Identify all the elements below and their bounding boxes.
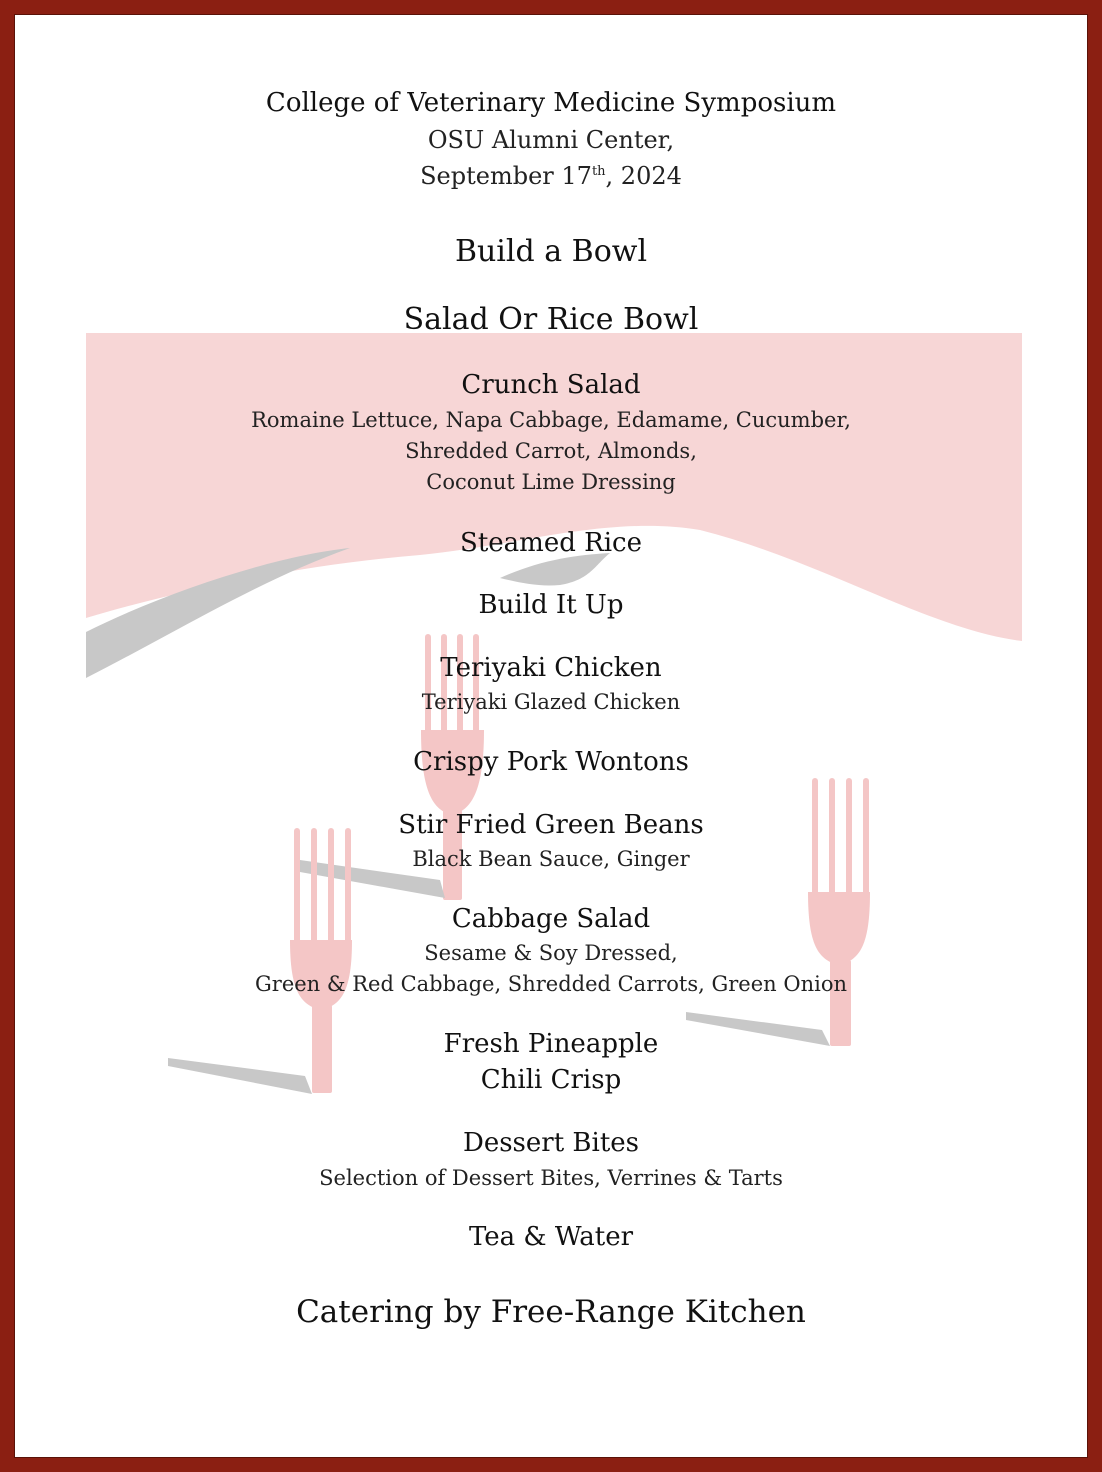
dessert-name: Dessert Bites (462, 1128, 640, 1158)
teriyaki-desc: Teriyaki Glazed Chicken (421, 690, 681, 714)
crunch-salad-name: Crunch Salad (461, 370, 641, 400)
teriyaki-name: Teriyaki Chicken (440, 653, 662, 683)
event-date-month-day: September 17 (420, 162, 592, 190)
cabbage-salad-name: Cabbage Salad (451, 904, 651, 934)
pineapple-name-1: Fresh Pineapple (443, 1029, 659, 1059)
drinks-name: Tea & Water (468, 1222, 634, 1252)
green-beans-name: Stir Fried Green Beans (398, 810, 704, 840)
build-title: Build It Up (478, 590, 624, 620)
crunch-salad-desc-1: Romaine Lettuce, Napa Cabbage, Edamame, Cucumber, (251, 408, 851, 432)
crunch-salad-desc-3: Coconut Lime Dressing (426, 470, 676, 494)
dessert-desc: Selection of Dessert Bites, Verrines & Tarts (319, 1166, 783, 1190)
pineapple-name-2: Chili Crisp (480, 1065, 622, 1095)
green-beans-desc: Black Bean Sauce, Ginger (412, 847, 690, 871)
event-date-suffix: th (591, 164, 606, 179)
event-title: College of Veterinary Medicine Symposium (265, 88, 837, 118)
cabbage-salad-desc-2: Green & Red Cabbage, Shredded Carrots, Green Onion (255, 972, 847, 996)
caterer-credit: Catering by Free-Range Kitchen (296, 1294, 806, 1330)
event-date (0, 162, 1102, 190)
wontons-name: Crispy Pork Wontons (413, 747, 689, 777)
cabbage-salad-desc-1: Sesame & Soy Dressed, (424, 941, 678, 965)
base-title: Salad Or Rice Bowl (403, 302, 699, 337)
section-title: Build a Bowl (454, 234, 648, 269)
crunch-salad-desc-2: Shredded Carrot, Almonds, (405, 439, 697, 463)
steamed-rice-name: Steamed Rice (460, 528, 642, 558)
event-date-year: , 2024 (605, 162, 682, 190)
event-venue: OSU Alumni Center, (427, 126, 675, 154)
